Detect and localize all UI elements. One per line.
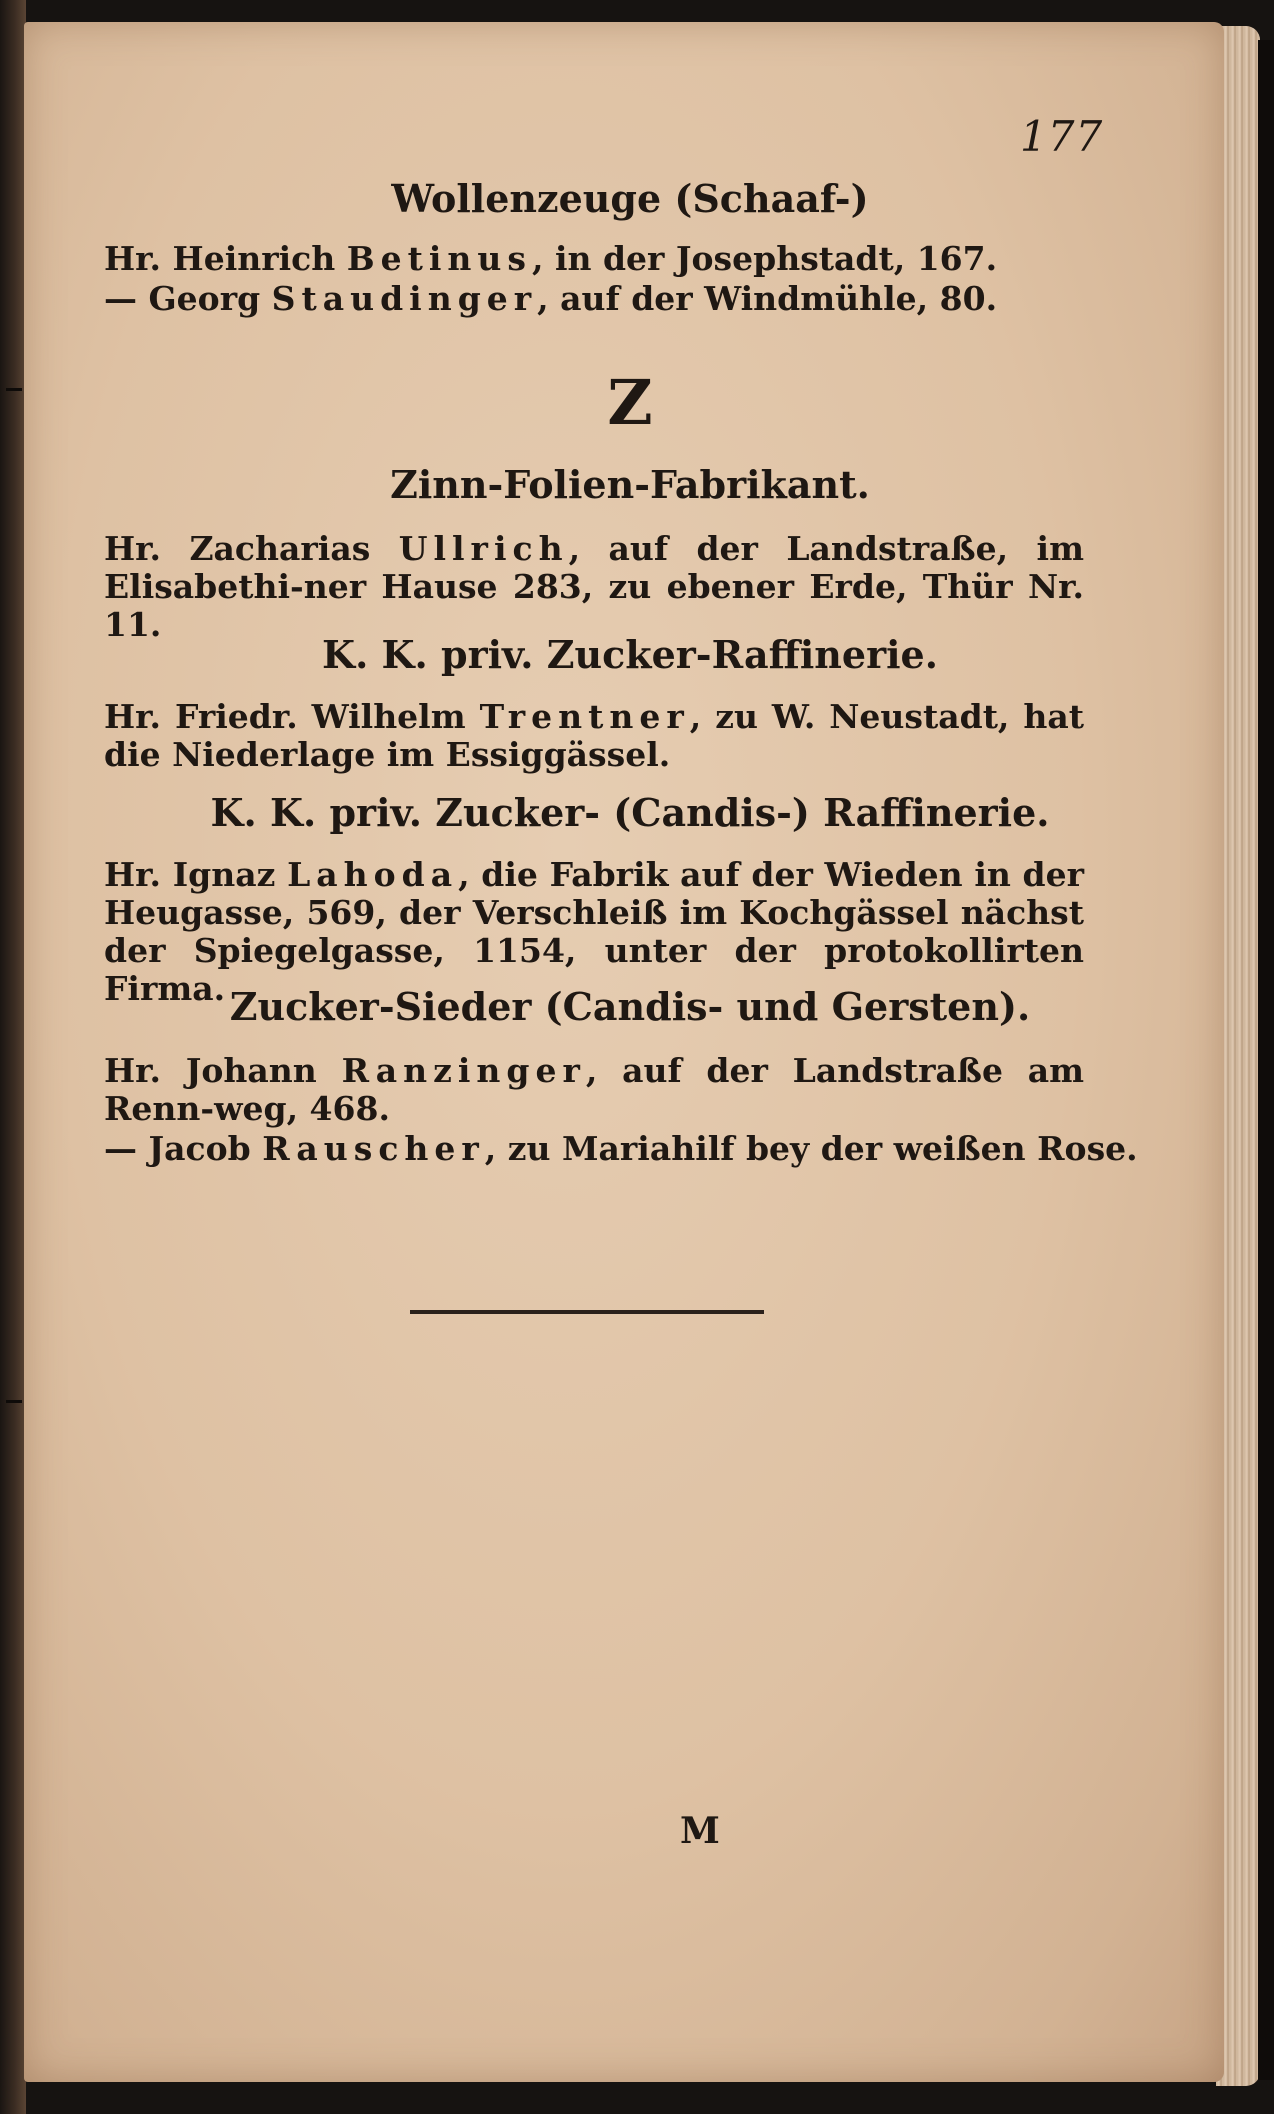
entry-prefix: Hr. [104,529,162,568]
entry-address: , auf der Windmühle, 80. [537,279,998,318]
section-letter: Z [607,366,653,439]
entry-surname: Lahoda [287,855,459,894]
entry-paragraph [104,698,1084,774]
entry-name: Jacob [148,1129,251,1168]
entry-address: , in der Josephstadt, 167. [531,239,998,278]
entry-line [104,240,1084,278]
entry-prefix: Hr. [104,1051,162,1090]
entry-prefix: Hr. [104,855,162,894]
book-binding [0,0,26,2114]
section-heading: Wollenzeuge (Schaaf-) [391,176,869,221]
binding-stitch [6,1400,22,1403]
entry-name: Georg [148,279,261,318]
entry-address: , die Fabrik auf der Wieden in der Heugasse, 569, der Verschleiß im Kochgässel nächst der Spiegelgasse, 1154, unter der protokollirten Firma. [104,855,1084,1008]
edge-shadow [1258,40,1274,2080]
entry-surname: Trentner [479,697,690,736]
section-heading: Zucker-Sieder (Candis- und Gersten). [229,984,1031,1029]
page-number: 177 [1020,112,1104,161]
entry-line [104,1129,1138,1168]
entry-name: Ignaz [172,855,276,894]
entry-prefix: — [104,279,137,318]
section-heading: K. K. priv. Zucker- (Candis-) Raffinerie. [210,790,1050,835]
section-divider-rule [410,1310,764,1314]
printer-signature-mark: M [680,1810,720,1852]
entry-name: Zacharias [189,529,371,568]
entry-surname: Ullrich [398,529,569,568]
entry-address: , auf der Landstraße am Renn-weg, 468. [104,1051,1084,1128]
entry-name: Johann [185,1051,317,1090]
entry-name: Friedr. Wilhelm [175,697,466,736]
entry-address: , zu Mariahilf bey der weißen Rose. [484,1129,1138,1168]
section-heading: Zinn-Folien-Fabrikant. [390,462,870,507]
entry-surname: Ranzinger [341,1051,586,1090]
entry-address: , auf der Landstraße, im Elisabethi-ner Hause 283, zu ebener Erde, Thür Nr. 11. [104,529,1084,644]
entry-surname: Betinus [346,239,532,278]
entry-prefix: Hr. [104,697,162,736]
entry-paragraph [104,530,1084,644]
entry-address: , zu W. Neustadt, hat die Niederlage im Essiggässel. [104,697,1084,774]
entry-line [104,280,1084,318]
entry-surname: Staudinger [271,279,538,318]
section-heading: K. K. priv. Zucker-Raffinerie. [322,632,938,677]
entry-name: Heinrich [172,239,336,278]
binding-stitch [6,388,22,391]
entry-prefix: — [104,1129,137,1168]
entry-paragraph [104,1052,1084,1128]
entry-surname: Rauscher [262,1129,485,1168]
entry-prefix: Hr. [104,239,162,278]
